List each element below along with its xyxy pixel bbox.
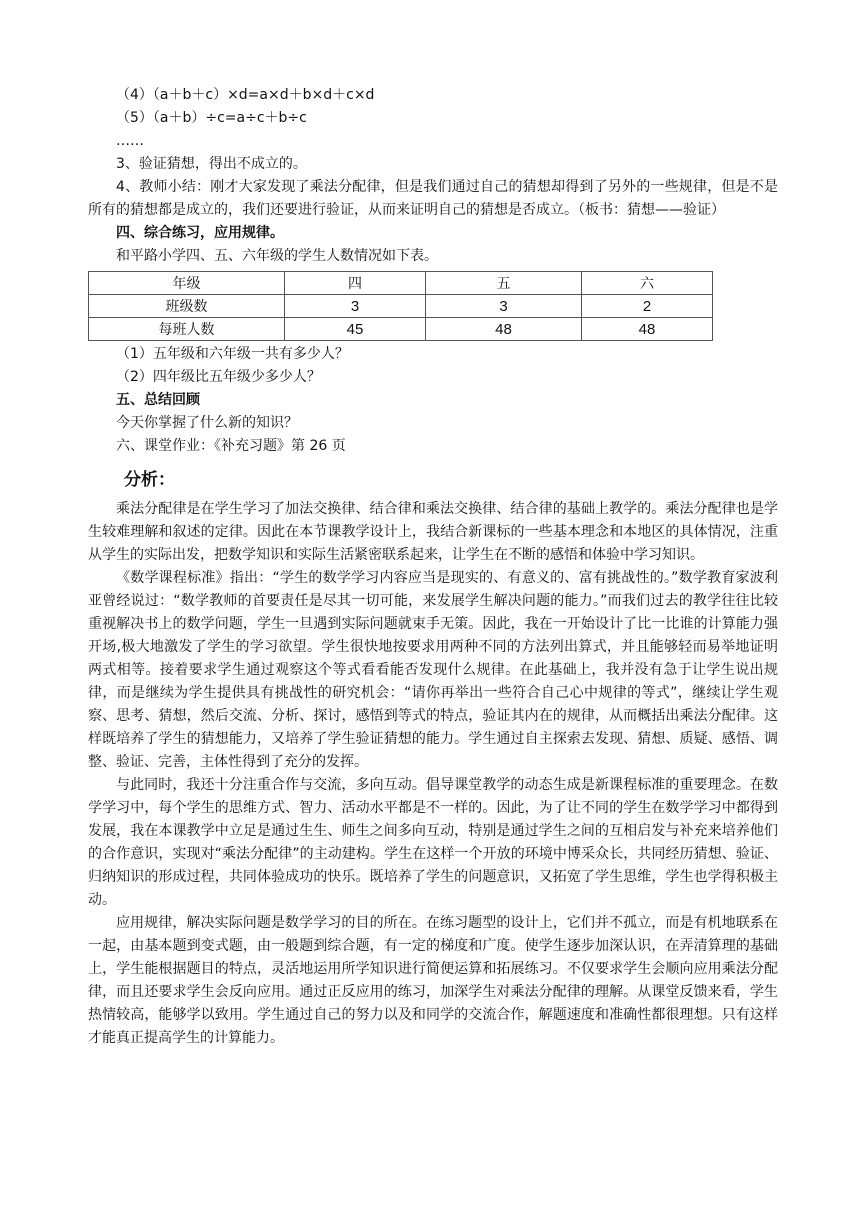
table-cell: 六 — [582, 272, 713, 295]
formula-4: （4）（a＋b＋c）×d=a×d＋b×d＋c×d — [116, 87, 375, 103]
section-5-text: 今天你掌握了什么新的知识？ — [116, 415, 298, 431]
table-intro: 和平路小学四、五、六年级的学生人数情况如下表。 — [116, 248, 438, 264]
analysis-paragraph-4: 应用规律，解决实际问题是数学学习的目的所在。在练习题型的设计上，它们并不孤立，而是有机地联系在一起，由基本题到变式题，由一般题到综合题，有一定的梯度和广度。使学生逐步加深认识，在弄清算理的基础上，学生能根据题目的特点，灵活地运用所学知识进行简便运算和拓展练习。不仅要求学生会顺向应用乘法分配律，而且还要求学生会反向应用。通过正反应用的练习，加深学生对乘法分配律的理解。从课堂反馈来看，学生热情较高，能够学以致用。学生通过自己的努力以及和同学的交流合作，解题速度和准确性都很理想。只有这样才能真正提高学生的计算能力。 — [88, 915, 778, 1046]
table-cell: 班级数 — [89, 295, 285, 318]
table-cell: 48 — [582, 318, 713, 341]
teacher-summary: 4、教师小结：刚才大家发现了乘法分配律，但是我们通过自己的猜想却得到了另外的一些规律，但是不是所有的猜想都是成立的，我们还要进行验证，从而来证明自己的猜想是否成立。（板书：猜想——验证） — [88, 179, 778, 218]
table-cell: 年级 — [89, 272, 285, 295]
analysis-title: 分析： — [124, 470, 175, 490]
section-6-text: 六、课堂作业：《补充习题》第 26 页 — [116, 438, 346, 454]
student-count-table — [88, 271, 713, 341]
question-2: （2）四年级比五年级少多少人？ — [116, 369, 321, 385]
ellipsis-line: …… — [116, 133, 144, 149]
analysis-paragraph-2: 《数学课程标准》指出：“学生的数学学习内容应当是现实的、有意义的、富有挑战性的。”数学教育家波利亚曾经说过：“数学教师的首要责任是尽其一切可能，来发展学生解决问题的能力。”而我们过去的教学往往比较重视解决书上的数学问题，学生一旦遇到实际问题就束手无策。因此，我在一开始设计了比一比谁的计算能力强开场,极大地激发了学生的学习欲望。学生很快地按要求用两种不同的方法列出算式，并且能够轻而易举地证明两式相等。接着要求学生通过观察这个等式看看能否发现什么规律。在此基础上，我并没有急于让学生说出规律，而是继续为学生提供具有挑战性的研究机会：“请你再举出一些符合自己心中规律的等式”，继续让学生观察、思考、猜想，然后交流、分析、探讨，感悟到等式的特点，验证其内在的规律，从而概括出乘法分配律。这样既培养了学生的猜想能力，又培养了学生验证猜想的能力。学生通过自主探索去发现、猜想、质疑、感悟、调整、验证、完善，主体性得到了充分的发挥。 — [88, 570, 778, 770]
table-cell: 每班人数 — [89, 318, 285, 341]
table-row — [89, 272, 713, 295]
table-cell: 3 — [426, 295, 582, 318]
section-5-heading: 五、总结回顾 — [116, 392, 200, 408]
analysis-paragraph-1: 乘法分配律是在学生学习了加法交换律、结合律和乘法交换律、结合律的基础上教学的。乘法分配律也是学生较难理解和叙述的定律。因此在本节课教学设计上，我结合新课标的一些基本理念和本地区的具体情况，注重从学生的实际出发，把数学知识和实际生活紧密联系起来，让学生在不断的感悟和体验中学习知识。 — [88, 501, 778, 563]
table-cell: 45 — [285, 318, 426, 341]
verify-step: 3、验证猜想，得出不成立的。 — [116, 156, 307, 172]
table-cell: 四 — [285, 272, 426, 295]
section-4-heading: 四、综合练习，应用规律。 — [116, 225, 284, 241]
table-cell: 2 — [582, 295, 713, 318]
document-page — [88, 84, 778, 1050]
table-row — [89, 295, 713, 318]
table-cell: 48 — [426, 318, 582, 341]
analysis-paragraph-3: 与此同时，我还十分注重合作与交流，多向互动。倡导课堂教学的动态生成是新课程标准的重要理念。在数学学习中，每个学生的思维方式、智力、活动水平都是不一样的。因此，为了让不同的学生在数学学习中都得到发展，我在本课教学中立足是通过生生、师生之间多向互动，特别是通过学生之间的互相启发与补充来培养他们的合作意识，实现对“乘法分配律”的主动建构。学生在这样一个开放的环境中博采众长，共同经历猜想、验证、归纳知识的形成过程，共同体验成功的快乐。既培养了学生的问题意识，又拓宽了学生思维，学生也学得积极主动。 — [88, 777, 778, 908]
table-cell: 3 — [285, 295, 426, 318]
table-cell: 五 — [426, 272, 582, 295]
table-row — [89, 318, 713, 341]
question-1: （1）五年级和六年级一共有多少人？ — [116, 346, 349, 362]
formula-5: （5）（a＋b）÷c=a÷c＋b÷c — [116, 110, 307, 126]
